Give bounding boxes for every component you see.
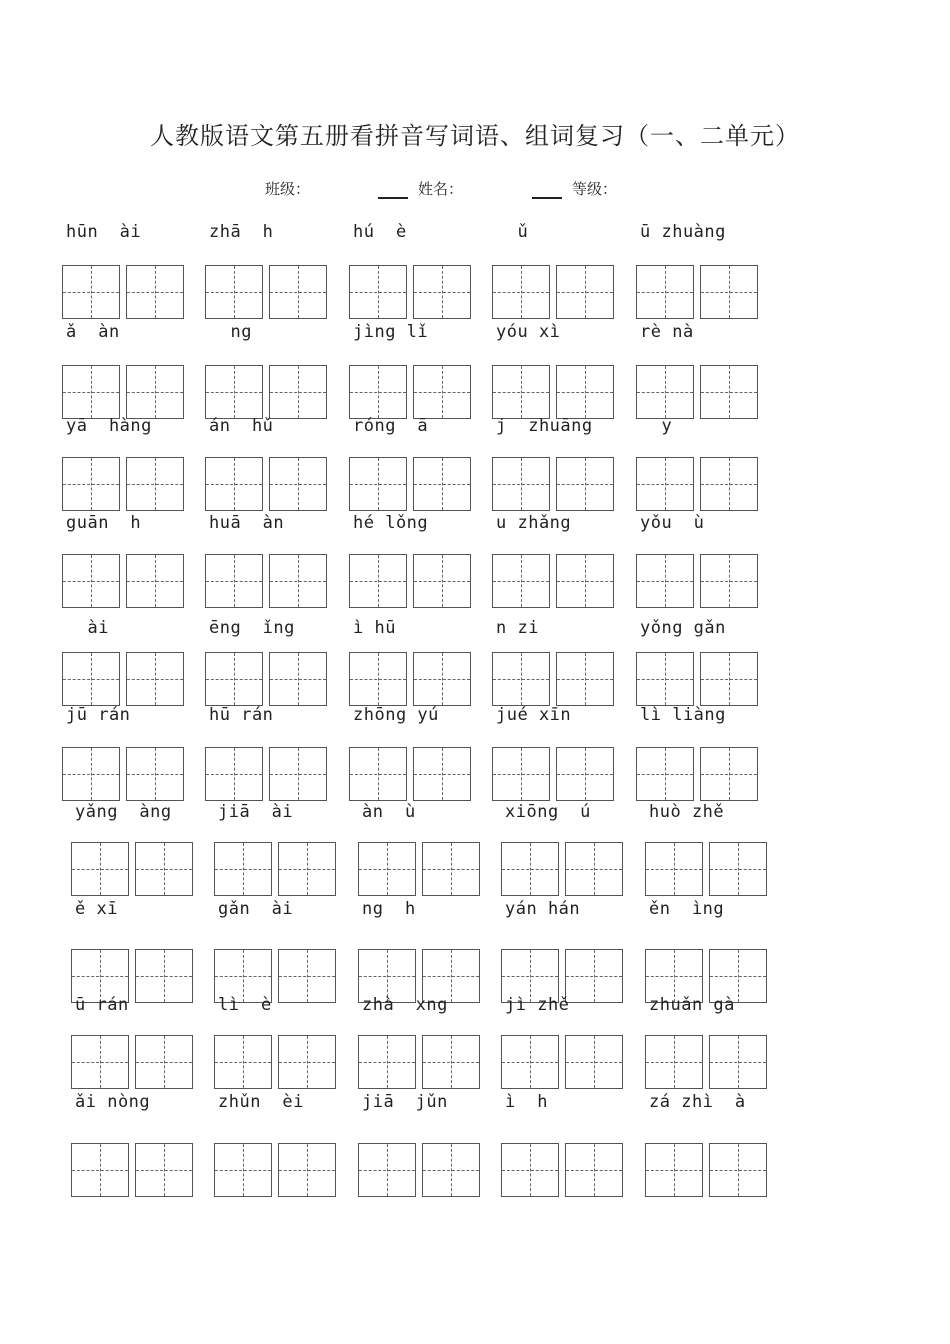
guide-line-vertical bbox=[451, 1036, 452, 1088]
pinyin-prompt: y bbox=[640, 416, 673, 436]
writing-box[interactable] bbox=[636, 365, 694, 419]
writing-box[interactable] bbox=[269, 265, 327, 319]
pinyin-prompt: yóu xì bbox=[496, 322, 561, 342]
guide-line-vertical bbox=[729, 555, 730, 607]
pinyin-prompt: yǒng gǎn bbox=[640, 618, 726, 638]
writing-box[interactable] bbox=[205, 747, 263, 801]
writing-box[interactable] bbox=[556, 652, 614, 706]
name-blank[interactable] bbox=[532, 197, 562, 199]
writing-box[interactable] bbox=[700, 265, 758, 319]
guide-line-vertical bbox=[585, 366, 586, 418]
writing-box[interactable] bbox=[126, 365, 184, 419]
writing-box[interactable] bbox=[349, 457, 407, 511]
writing-box[interactable] bbox=[565, 1143, 623, 1197]
pinyin-prompt: ě xī bbox=[75, 899, 118, 919]
writing-box[interactable] bbox=[492, 652, 550, 706]
guide-line-vertical bbox=[451, 1144, 452, 1196]
guide-line-vertical bbox=[594, 1036, 595, 1088]
writing-box[interactable] bbox=[700, 457, 758, 511]
guide-line-vertical bbox=[521, 366, 522, 418]
guide-line-vertical bbox=[298, 366, 299, 418]
writing-box[interactable] bbox=[556, 265, 614, 319]
pinyin-prompt: hé lǒng bbox=[353, 513, 429, 533]
pinyin-prompt: jiā jǔn bbox=[362, 1092, 448, 1112]
guide-line-vertical bbox=[234, 555, 235, 607]
writing-box[interactable] bbox=[492, 365, 550, 419]
guide-line-vertical bbox=[665, 653, 666, 705]
guide-line-vertical bbox=[91, 653, 92, 705]
guide-line-vertical bbox=[530, 1036, 531, 1088]
guide-line-vertical bbox=[298, 266, 299, 318]
guide-line-vertical bbox=[91, 366, 92, 418]
writing-box[interactable] bbox=[278, 842, 336, 896]
guide-line-vertical bbox=[378, 748, 379, 800]
guide-line-vertical bbox=[91, 555, 92, 607]
writing-box[interactable] bbox=[709, 842, 767, 896]
guide-line-vertical bbox=[585, 458, 586, 510]
pinyin-prompt: yǎng àng bbox=[75, 802, 172, 822]
writing-box[interactable] bbox=[62, 365, 120, 419]
writing-box[interactable] bbox=[700, 652, 758, 706]
guide-line-vertical bbox=[729, 748, 730, 800]
guide-line-vertical bbox=[442, 266, 443, 318]
pinyin-prompt: jìng lǐ bbox=[353, 322, 429, 342]
writing-box[interactable] bbox=[709, 1035, 767, 1089]
pinyin-prompt: j zhuāng bbox=[496, 416, 593, 436]
guide-line-vertical bbox=[387, 843, 388, 895]
pinyin-prompt: ng bbox=[209, 322, 252, 342]
guide-line-vertical bbox=[674, 843, 675, 895]
writing-box[interactable] bbox=[349, 747, 407, 801]
guide-line-vertical bbox=[155, 653, 156, 705]
guide-line-vertical bbox=[378, 555, 379, 607]
writing-box[interactable] bbox=[71, 1035, 129, 1089]
writing-box[interactable] bbox=[636, 554, 694, 608]
guide-line-vertical bbox=[530, 1144, 531, 1196]
guide-line-vertical bbox=[378, 266, 379, 318]
pinyin-prompt: án hǔ bbox=[209, 416, 274, 436]
writing-box[interactable] bbox=[205, 365, 263, 419]
writing-box[interactable] bbox=[135, 1035, 193, 1089]
pinyin-prompt: zhuǎn gà bbox=[649, 995, 735, 1015]
writing-box[interactable] bbox=[358, 1035, 416, 1089]
guide-line-vertical bbox=[100, 1144, 101, 1196]
pinyin-prompt: ū rán bbox=[75, 995, 129, 1015]
guide-line-vertical bbox=[91, 748, 92, 800]
pinyin-prompt: zhā h bbox=[209, 222, 274, 242]
guide-line-vertical bbox=[738, 1144, 739, 1196]
pinyin-prompt: ng h bbox=[362, 899, 416, 919]
writing-box[interactable] bbox=[565, 949, 623, 1003]
pinyin-prompt: yā hàng bbox=[66, 416, 152, 436]
guide-line-vertical bbox=[594, 1144, 595, 1196]
writing-box[interactable] bbox=[700, 747, 758, 801]
writing-box[interactable] bbox=[205, 457, 263, 511]
writing-box[interactable] bbox=[422, 1143, 480, 1197]
pinyin-prompt: ì hū bbox=[353, 618, 396, 638]
guide-line-vertical bbox=[298, 555, 299, 607]
guide-line-vertical bbox=[674, 1144, 675, 1196]
writing-box[interactable] bbox=[645, 1035, 703, 1089]
guide-line-vertical bbox=[155, 366, 156, 418]
writing-box[interactable] bbox=[492, 554, 550, 608]
guide-line-vertical bbox=[530, 843, 531, 895]
pinyin-prompt: ēng ǐng bbox=[209, 618, 295, 638]
guide-line-vertical bbox=[665, 458, 666, 510]
guide-line-vertical bbox=[387, 1144, 388, 1196]
guide-line-vertical bbox=[451, 950, 452, 1002]
writing-box[interactable] bbox=[413, 554, 471, 608]
writing-box[interactable] bbox=[278, 1035, 336, 1089]
guide-line-vertical bbox=[442, 366, 443, 418]
guide-line-vertical bbox=[442, 653, 443, 705]
writing-box[interactable] bbox=[126, 554, 184, 608]
writing-box[interactable] bbox=[422, 1035, 480, 1089]
guide-line-vertical bbox=[164, 950, 165, 1002]
guide-line-vertical bbox=[298, 653, 299, 705]
writing-box[interactable] bbox=[71, 1143, 129, 1197]
guide-line-vertical bbox=[307, 1036, 308, 1088]
pinyin-prompt: u zhǎng bbox=[496, 513, 572, 533]
writing-box[interactable] bbox=[349, 554, 407, 608]
guide-line-vertical bbox=[521, 748, 522, 800]
writing-box[interactable] bbox=[214, 1035, 272, 1089]
guide-line-vertical bbox=[594, 843, 595, 895]
pinyin-prompt: huò zhě bbox=[649, 802, 725, 822]
writing-box[interactable] bbox=[556, 554, 614, 608]
pinyin-prompt: ǔ bbox=[496, 222, 529, 242]
guide-line-vertical bbox=[298, 748, 299, 800]
writing-box[interactable] bbox=[62, 747, 120, 801]
writing-box[interactable] bbox=[71, 842, 129, 896]
pinyin-prompt: jiā ài bbox=[218, 802, 294, 822]
pinyin-prompt: hú è bbox=[353, 222, 407, 242]
guide-line-vertical bbox=[585, 266, 586, 318]
writing-box[interactable] bbox=[492, 265, 550, 319]
class-label: 班级： bbox=[265, 180, 311, 198]
pinyin-prompt: ì h bbox=[505, 1092, 548, 1112]
guide-line-vertical bbox=[234, 266, 235, 318]
pinyin-prompt: guān h bbox=[66, 513, 142, 533]
pinyin-prompt: hūn ài bbox=[66, 222, 142, 242]
guide-line-vertical bbox=[674, 1036, 675, 1088]
writing-box[interactable] bbox=[501, 1035, 559, 1089]
guide-line-vertical bbox=[234, 366, 235, 418]
writing-box[interactable] bbox=[700, 365, 758, 419]
guide-line-vertical bbox=[729, 653, 730, 705]
guide-line-vertical bbox=[307, 1144, 308, 1196]
guide-line-vertical bbox=[164, 843, 165, 895]
writing-box[interactable] bbox=[422, 842, 480, 896]
pinyin-prompt: ǎ àn bbox=[66, 322, 120, 342]
guide-line-vertical bbox=[585, 653, 586, 705]
guide-line-vertical bbox=[521, 555, 522, 607]
pinyin-prompt: rè nà bbox=[640, 322, 694, 342]
guide-line-vertical bbox=[665, 366, 666, 418]
guide-line-vertical bbox=[738, 950, 739, 1002]
guide-line-vertical bbox=[243, 1144, 244, 1196]
pinyin-prompt: ài bbox=[66, 618, 109, 638]
writing-box[interactable] bbox=[269, 365, 327, 419]
writing-box[interactable] bbox=[135, 1143, 193, 1197]
writing-box[interactable] bbox=[135, 949, 193, 1003]
guide-line-vertical bbox=[298, 458, 299, 510]
writing-box[interactable] bbox=[62, 554, 120, 608]
pinyin-prompt: àn ù bbox=[362, 802, 416, 822]
guide-line-vertical bbox=[378, 458, 379, 510]
writing-box[interactable] bbox=[126, 265, 184, 319]
writing-box[interactable] bbox=[636, 457, 694, 511]
writing-box[interactable] bbox=[278, 949, 336, 1003]
pinyin-prompt: lì è bbox=[218, 995, 272, 1015]
writing-box[interactable] bbox=[126, 747, 184, 801]
pinyin-prompt: xiōng ú bbox=[505, 802, 591, 822]
writing-box[interactable] bbox=[556, 457, 614, 511]
guide-line-vertical bbox=[234, 653, 235, 705]
pinyin-prompt: huā àn bbox=[209, 513, 285, 533]
guide-line-vertical bbox=[387, 1036, 388, 1088]
writing-box[interactable] bbox=[413, 457, 471, 511]
guide-line-vertical bbox=[243, 1036, 244, 1088]
writing-box[interactable] bbox=[126, 457, 184, 511]
writing-box[interactable] bbox=[556, 747, 614, 801]
guide-line-vertical bbox=[307, 950, 308, 1002]
writing-box[interactable] bbox=[565, 1035, 623, 1089]
guide-line-vertical bbox=[665, 266, 666, 318]
writing-box[interactable] bbox=[358, 1143, 416, 1197]
guide-line-vertical bbox=[234, 748, 235, 800]
guide-line-vertical bbox=[729, 266, 730, 318]
guide-line-vertical bbox=[442, 555, 443, 607]
guide-line-vertical bbox=[585, 555, 586, 607]
writing-box[interactable] bbox=[62, 457, 120, 511]
guide-line-vertical bbox=[91, 266, 92, 318]
grade-label: 等级： bbox=[572, 180, 618, 198]
pinyin-prompt: jì zhě bbox=[505, 995, 570, 1015]
writing-box[interactable] bbox=[358, 842, 416, 896]
writing-box[interactable] bbox=[413, 652, 471, 706]
guide-line-vertical bbox=[594, 950, 595, 1002]
guide-line-vertical bbox=[738, 1036, 739, 1088]
writing-box[interactable] bbox=[700, 554, 758, 608]
writing-box[interactable] bbox=[636, 652, 694, 706]
writing-box[interactable] bbox=[269, 747, 327, 801]
guide-line-vertical bbox=[451, 843, 452, 895]
pinyin-prompt: zhǔn èi bbox=[218, 1092, 304, 1112]
guide-line-vertical bbox=[91, 458, 92, 510]
writing-box[interactable] bbox=[413, 747, 471, 801]
guide-line-vertical bbox=[665, 555, 666, 607]
guide-line-vertical bbox=[234, 458, 235, 510]
writing-box[interactable] bbox=[636, 265, 694, 319]
writing-box[interactable] bbox=[565, 842, 623, 896]
writing-box[interactable] bbox=[214, 842, 272, 896]
guide-line-vertical bbox=[378, 366, 379, 418]
pinyin-prompt: róng ā bbox=[353, 416, 429, 436]
writing-box[interactable] bbox=[269, 457, 327, 511]
guide-line-vertical bbox=[155, 266, 156, 318]
guide-line-vertical bbox=[729, 366, 730, 418]
writing-box[interactable] bbox=[135, 842, 193, 896]
guide-line-vertical bbox=[100, 1036, 101, 1088]
guide-line-vertical bbox=[738, 843, 739, 895]
writing-box[interactable] bbox=[636, 747, 694, 801]
writing-box[interactable] bbox=[126, 652, 184, 706]
writing-box[interactable] bbox=[205, 265, 263, 319]
guide-line-vertical bbox=[155, 555, 156, 607]
writing-box[interactable] bbox=[269, 554, 327, 608]
guide-line-vertical bbox=[442, 458, 443, 510]
pinyin-prompt: zhōng yú bbox=[353, 705, 439, 725]
writing-box[interactable] bbox=[205, 652, 263, 706]
writing-box[interactable] bbox=[501, 1143, 559, 1197]
pinyin-prompt: n zi bbox=[496, 618, 539, 638]
writing-box[interactable] bbox=[214, 1143, 272, 1197]
writing-box[interactable] bbox=[205, 554, 263, 608]
guide-line-vertical bbox=[164, 1144, 165, 1196]
writing-box[interactable] bbox=[709, 1143, 767, 1197]
writing-box[interactable] bbox=[349, 265, 407, 319]
guide-line-vertical bbox=[378, 653, 379, 705]
writing-box[interactable] bbox=[278, 1143, 336, 1197]
pinyin-prompt: jué xīn bbox=[496, 705, 572, 725]
page-title: 人教版语文第五册看拼音写词语、组词复习（一、二单元） bbox=[150, 122, 800, 150]
pinyin-prompt: lì liàng bbox=[640, 705, 726, 725]
guide-line-vertical bbox=[243, 843, 244, 895]
writing-box[interactable] bbox=[556, 365, 614, 419]
guide-line-vertical bbox=[521, 266, 522, 318]
guide-line-vertical bbox=[729, 458, 730, 510]
writing-box[interactable] bbox=[492, 457, 550, 511]
pinyin-prompt: zá zhì à bbox=[649, 1092, 746, 1112]
writing-box[interactable] bbox=[413, 365, 471, 419]
writing-box[interactable] bbox=[501, 842, 559, 896]
writing-box[interactable] bbox=[349, 652, 407, 706]
guide-line-vertical bbox=[521, 653, 522, 705]
writing-box[interactable] bbox=[62, 265, 120, 319]
writing-box[interactable] bbox=[269, 652, 327, 706]
pinyin-prompt: ū zhuàng bbox=[640, 222, 726, 242]
guide-line-vertical bbox=[100, 843, 101, 895]
writing-box[interactable] bbox=[492, 747, 550, 801]
writing-box[interactable] bbox=[62, 652, 120, 706]
guide-line-vertical bbox=[585, 748, 586, 800]
pinyin-prompt: hū rán bbox=[209, 705, 274, 725]
pinyin-prompt: yán hán bbox=[505, 899, 581, 919]
guide-line-vertical bbox=[307, 843, 308, 895]
writing-box[interactable] bbox=[413, 265, 471, 319]
writing-box[interactable] bbox=[349, 365, 407, 419]
writing-box[interactable] bbox=[645, 842, 703, 896]
guide-line-vertical bbox=[665, 748, 666, 800]
writing-box[interactable] bbox=[645, 1143, 703, 1197]
guide-line-vertical bbox=[155, 458, 156, 510]
pinyin-prompt: gǎn ài bbox=[218, 899, 294, 919]
pinyin-prompt: zhà xng bbox=[362, 995, 448, 1015]
pinyin-prompt: ěn ìng bbox=[649, 899, 725, 919]
pinyin-prompt: ǎi nòng bbox=[75, 1092, 151, 1112]
guide-line-vertical bbox=[164, 1036, 165, 1088]
pinyin-prompt: jū rán bbox=[66, 705, 131, 725]
guide-line-vertical bbox=[155, 748, 156, 800]
pinyin-prompt: yǒu ù bbox=[640, 513, 705, 533]
guide-line-vertical bbox=[521, 458, 522, 510]
guide-line-vertical bbox=[442, 748, 443, 800]
name-label: 姓名： bbox=[418, 180, 464, 198]
class-blank[interactable] bbox=[378, 197, 408, 199]
